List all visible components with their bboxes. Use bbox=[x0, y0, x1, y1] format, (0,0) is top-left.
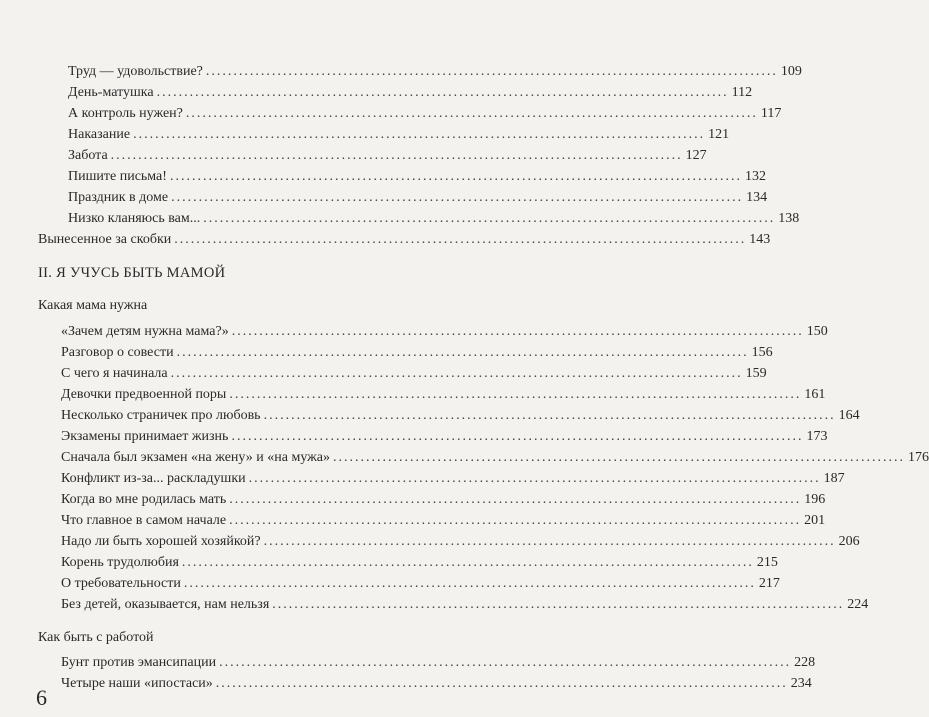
toc-entry-page: 228 bbox=[794, 655, 816, 670]
leader-dots: ........................................................................................................ bbox=[181, 555, 754, 570]
toc-entry-title: Когда во мне родилась мать bbox=[61, 492, 227, 507]
leader-dots: ........................................................................................................ bbox=[263, 534, 836, 549]
toc-entry-title: Праздник в доме bbox=[68, 190, 169, 205]
toc-entry-title: Забота bbox=[68, 148, 108, 163]
toc-entry-page: 150 bbox=[806, 324, 828, 339]
toc-entry bbox=[61, 573, 780, 594]
toc-entry-page: 206 bbox=[838, 534, 860, 549]
toc-entry-title: С чего я начинала bbox=[61, 366, 168, 381]
toc-entry-page: 176 bbox=[908, 450, 929, 465]
toc-entry-title: Разговор о совести bbox=[61, 345, 174, 360]
toc-entry-title: Девочки предвоенной поры bbox=[61, 387, 227, 402]
toc-entry-page: 143 bbox=[749, 232, 771, 247]
toc-entry bbox=[61, 405, 860, 426]
toc-entry-page: 173 bbox=[806, 429, 828, 444]
leader-dots: ........................................................................................................ bbox=[205, 64, 778, 79]
toc-entry bbox=[61, 342, 773, 363]
toc-entry-page: 215 bbox=[756, 555, 778, 570]
leader-dots: ........................................................................................................ bbox=[272, 597, 845, 612]
toc-entry bbox=[61, 652, 816, 673]
leader-dots: ........................................................................................................ bbox=[215, 676, 788, 691]
leader-dots: ........................................................................................................ bbox=[231, 429, 804, 444]
toc-entry-page: 234 bbox=[790, 676, 812, 691]
toc-entry bbox=[61, 531, 860, 552]
toc-entry-page: 132 bbox=[744, 169, 766, 184]
toc-entry bbox=[61, 363, 767, 384]
toc-entry bbox=[61, 384, 826, 405]
toc-entry-title: Вынесенное за скобки bbox=[38, 232, 172, 247]
leader-dots: ........................................................................................................ bbox=[203, 211, 776, 226]
toc-entry-title: О требовательности bbox=[61, 576, 181, 591]
toc-entry bbox=[68, 61, 802, 82]
toc-entry bbox=[68, 187, 768, 208]
section-heading: Как быть с работой bbox=[38, 630, 154, 645]
toc-entry bbox=[61, 426, 828, 447]
page-number: 6 bbox=[36, 685, 47, 710]
toc-entry-page: 159 bbox=[745, 366, 767, 381]
toc-entry-page: 117 bbox=[760, 106, 782, 121]
toc-entry-page: 164 bbox=[838, 408, 860, 423]
leader-dots: ........................................................................................................ bbox=[231, 324, 804, 339]
toc-entry-title: Труд — удовольствие? bbox=[68, 64, 203, 79]
toc-entry-title: День-матушка bbox=[68, 85, 154, 100]
toc-entry-title: Надо ли быть хорошей хозяйкой? bbox=[61, 534, 261, 549]
toc-entry-title: Несколько страничек про любовь bbox=[61, 408, 261, 423]
leader-dots: ........................................................................................................ bbox=[169, 169, 742, 184]
toc-entry bbox=[68, 82, 753, 103]
toc-entry-page: 134 bbox=[746, 190, 768, 205]
leader-dots: ........................................................................................................ bbox=[185, 106, 758, 121]
toc-entry-page: 138 bbox=[778, 211, 800, 226]
toc-entry-title: Конфликт из-за... раскладушки bbox=[61, 471, 246, 486]
toc-entry bbox=[61, 321, 828, 342]
toc-entry-title: Что главное в самом начале bbox=[61, 513, 227, 528]
leader-dots: ........................................................................................................ bbox=[133, 127, 706, 142]
toc-entry-title: Четыре наши «ипостаси» bbox=[61, 676, 213, 691]
leader-dots: ........................................................................................................ bbox=[176, 345, 749, 360]
leader-dots: ........................................................................................................ bbox=[333, 450, 906, 465]
toc-entry bbox=[61, 447, 929, 468]
toc-entry-title: Без детей, оказывается, нам нельзя bbox=[61, 597, 270, 612]
toc-entry-page: 156 bbox=[751, 345, 773, 360]
toc-entry-outer bbox=[38, 229, 771, 250]
leader-dots: ........................................................................................................ bbox=[263, 408, 836, 423]
toc-entry bbox=[61, 510, 826, 531]
leader-dots: ........................................................................................................ bbox=[219, 655, 792, 670]
toc-entry-page: 224 bbox=[847, 597, 869, 612]
toc-entry bbox=[61, 468, 845, 489]
leader-dots: ........................................................................................................ bbox=[229, 492, 802, 507]
toc-entry-page: 109 bbox=[780, 64, 802, 79]
toc-entry-page: 121 bbox=[708, 127, 730, 142]
toc-entry-page: 127 bbox=[685, 148, 707, 163]
toc-entry-title: Экзамены принимает жизнь bbox=[61, 429, 229, 444]
toc-entry-title: Наказание bbox=[68, 127, 131, 142]
toc-entry-title: Низко кланяюсь вам... bbox=[68, 211, 201, 226]
leader-dots: ........................................................................................................ bbox=[174, 232, 747, 247]
toc-entry-title: «Зачем детям нужна мама?» bbox=[61, 324, 229, 339]
toc-entry-title: Сначала был экзамен «на жену» и «на мужа» bbox=[61, 450, 331, 465]
leader-dots: ........................................................................................................ bbox=[110, 148, 683, 163]
toc-entry-page: 217 bbox=[758, 576, 780, 591]
toc-entry bbox=[61, 594, 869, 615]
toc-entry-page: 196 bbox=[804, 492, 826, 507]
toc-entry bbox=[61, 552, 778, 573]
leader-dots: ........................................................................................................ bbox=[229, 513, 802, 528]
toc-entry-page: 161 bbox=[804, 387, 826, 402]
leader-dots: ........................................................................................................ bbox=[183, 576, 756, 591]
leader-dots: ........................................................................................................ bbox=[248, 471, 821, 486]
toc-entry bbox=[68, 103, 782, 124]
toc-entry-page: 187 bbox=[823, 471, 845, 486]
toc-entry-title: Пишите письма! bbox=[68, 169, 167, 184]
toc-entry-title: А контроль нужен? bbox=[68, 106, 183, 121]
leader-dots: ........................................................................................................ bbox=[156, 85, 729, 100]
toc-entry bbox=[68, 145, 707, 166]
toc-entry bbox=[68, 124, 730, 145]
section-heading: Какая мама нужна bbox=[38, 298, 148, 313]
toc-entry bbox=[68, 208, 800, 229]
toc-entry bbox=[61, 673, 812, 694]
leader-dots: ........................................................................................................ bbox=[171, 190, 744, 205]
toc-entry bbox=[61, 489, 826, 510]
toc-entry-title: Корень трудолюбия bbox=[61, 555, 179, 570]
leader-dots: ........................................................................................................ bbox=[229, 387, 802, 402]
toc-entry-page: 112 bbox=[731, 85, 753, 100]
part-heading: II. Я УЧУСЬ БЫТЬ МАМОЙ bbox=[38, 265, 226, 281]
toc-entry-page: 201 bbox=[804, 513, 826, 528]
leader-dots: ........................................................................................................ bbox=[170, 366, 743, 381]
toc-entry bbox=[68, 166, 766, 187]
toc-entry-title: Бунт против эмансипации bbox=[61, 655, 217, 670]
